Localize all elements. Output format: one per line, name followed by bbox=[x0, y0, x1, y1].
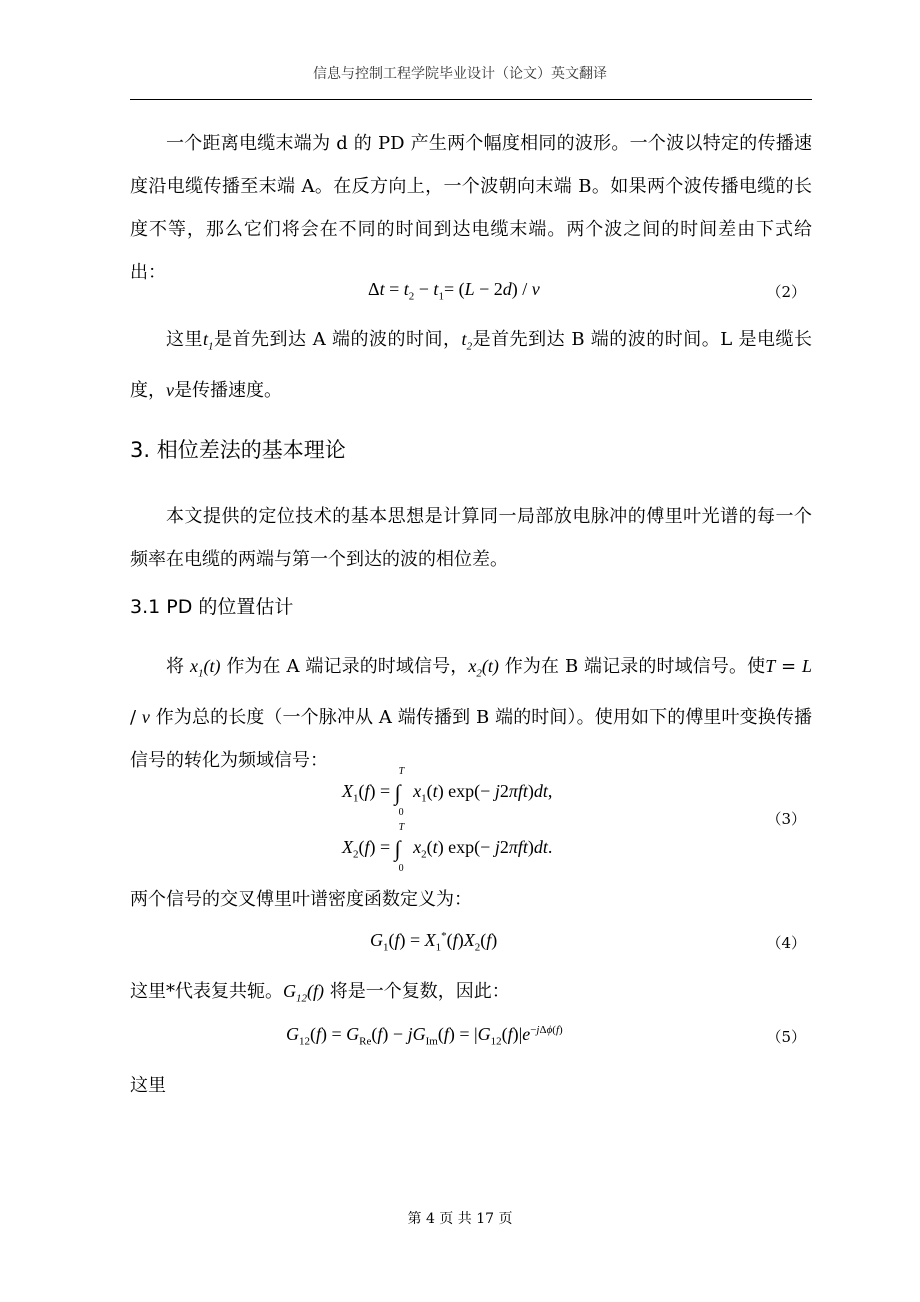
section-heading-3-1: 3.1 PD 的位置估计 bbox=[130, 596, 294, 618]
p2-text-d: 是传播速度。 bbox=[174, 379, 282, 401]
p6-text-b: 将是一个复数，因此： bbox=[329, 981, 510, 1002]
p2-text-a: 这里 bbox=[166, 329, 204, 350]
running-header: 信息与控制工程学院毕业设计（论文）英文翻译 bbox=[313, 66, 607, 82]
paragraph-cross-spectrum: 两个信号的交叉傅里叶谱密度函数定义为： bbox=[130, 889, 472, 910]
symbol-v: v bbox=[166, 379, 174, 400]
equation-5-body: $G_{12}(f) = G_{Re}(f) - jG_{Im}(f) = |G_{12}(f)|e^{-j\Delta\phi(f)}$ bbox=[286, 1024, 563, 1048]
symbol-t1: $t_1$ bbox=[203, 329, 214, 353]
p4-text-d: 作为总的长度（一个脉冲从 A 端传播到 B 端的时间）。使用如下的傅里叶变换传播信号的转化为频域信号： bbox=[130, 706, 812, 771]
page-footer: 第 4 页 共 17 页 bbox=[407, 1211, 513, 1227]
p4-text-b: 作为在 A 端记录的时域信号， bbox=[226, 656, 469, 677]
symbol-T-def: T bbox=[765, 656, 776, 676]
equation-3a-body: $X_1(f)$ = ∫ T 0 $x_1(t)$ exp(− j2πft)dt, bbox=[342, 766, 553, 818]
p2-text-c: 是首先到达 B 端的波的时间。L 是电缆长度， bbox=[130, 329, 812, 401]
equation-4-body: $G_1(f) = X_1^*(f)X_2(f)$ bbox=[370, 930, 498, 954]
p4-text-a: 将 bbox=[166, 656, 185, 677]
symbol-t2: $t_2$ bbox=[461, 329, 473, 353]
paragraph-complex-conjugate bbox=[130, 970, 812, 1021]
equation-2-number: （2） bbox=[766, 283, 806, 301]
header-rule bbox=[130, 99, 812, 100]
equation-3-number-row bbox=[130, 806, 812, 836]
equation-4-number: （4） bbox=[766, 934, 806, 952]
paragraph-here: 这里 bbox=[130, 1075, 166, 1096]
paragraph-time-definitions bbox=[130, 318, 812, 412]
equation-5 bbox=[130, 1024, 812, 1054]
p2-text-b: 是首先到达 A 端的波的时间， bbox=[213, 329, 462, 350]
section-heading-3: 3. 相位差法的基本理论 bbox=[130, 438, 346, 462]
p4-text-c: 作为在 B 端记录的时域信号。使 bbox=[504, 656, 766, 677]
equation-5-number: （5） bbox=[766, 1028, 806, 1046]
paragraph-pd-waves: 一个距离电缆末端为 d 的 PD 产生两个幅度相同的波形。一个波以特定的传播速度沿电缆传播至末端 A。在反方向上，一个波朝向末端 B。如果两个波传播电缆的长度不等，那么它们将会在不同的时间到达电缆末端。两个波之间的时间差由下式给出： bbox=[130, 133, 812, 283]
symbol-x2t: $x_2(t)$ bbox=[468, 656, 499, 680]
equation-4 bbox=[130, 930, 812, 960]
paragraph-basic-idea: 本文提供的定位技术的基本思想是计算同一局部放电脉冲的傅里叶光谱的每一个频率在电缆的两端与第一个到达的波的相位差。 bbox=[130, 506, 812, 570]
equation-2-body: $\Delta t = t_2 - t_1= (L - 2d) / v$ bbox=[368, 279, 540, 303]
p6-text-a: 这里*代表复共轭。 bbox=[130, 981, 283, 1002]
symbol-g12: $G_{12}(f)$ bbox=[283, 981, 324, 1005]
paragraph-signals: 将 $x_1(t)$ 作为在 A 端记录的时域信号，$x_2(t)$ 作为在 B 端记录的时域信号。使T = L / v 作为总的长度（一个脉冲从 A 端传播到 B 端的时间）。使用如下的傅里叶变换传播信号的转化为频域信号： bbox=[130, 656, 812, 771]
equation-3-number: （3） bbox=[766, 810, 806, 828]
symbol-x1t: $x_1(t)$ bbox=[189, 656, 221, 680]
equation-3b bbox=[130, 822, 812, 874]
equation-3b-body: $X_2(f)$ = ∫ T 0 $x_2(t)$ exp(− j2πft)dt. bbox=[342, 822, 553, 874]
equation-2 bbox=[130, 279, 812, 309]
